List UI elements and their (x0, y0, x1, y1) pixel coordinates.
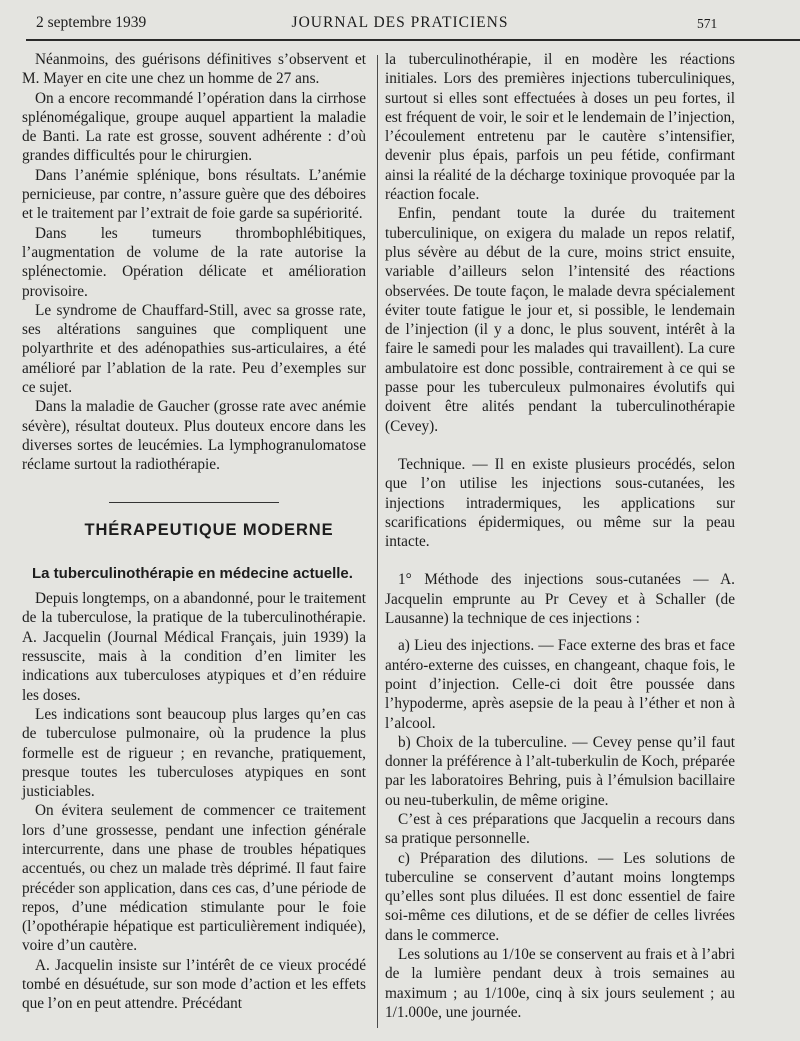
paragraph: Dans les tumeurs thrombophlébitiques, l’augmentation de volume de la rate autorise la splénectomie. Opération délicate et amélioration provisoire. (22, 224, 366, 300)
paragraph: Le syndrome de Chauffard-Still, avec sa grosse rate, ses altérations sanguines que compliquent une polyarthrite et des adénopathies sus-articulaires, a été amélioré par l’ablation de la rate. Peu d’exemples sur ce sujet. (22, 301, 366, 397)
paragraph: A. Jacquelin insiste sur l’intérêt de ce vieux procédé tombé en désuétude, sur son mode d’action et les effets que l’on en peut attendre. Précédant (22, 956, 366, 1013)
paragraph: c) Préparation des dilutions. — Les solutions de tuberculine se conservent d’autant moins longtemps qu’elles sont plus diluées. Il est donc essentiel de faire soi-même ces dilutions, et de se défier de celles livrées dans le commerce. (385, 849, 735, 944)
paragraph: b) Choix de la tuberculine. — Cevey pense qu’il faut donner la préférence à l’alt-tuberkulin de Koch, préparée par les laboratoires Behring, puis à l’émulsion bacillaire ou neu-tuberkulin, de même origine. (385, 733, 735, 809)
right-column (385, 50, 735, 1022)
page-header (0, 14, 800, 38)
paragraph: Les solutions au 1/10e se conservent au frais et à l’abri de la lumière pendant deux à trois semaines au maximum ; au 1/100e, cinq à six jours seulement ; au 1/1.000e, une journée. (385, 946, 735, 1021)
method-heading: 1° Méthode des injections sous-cutanées — A. Jacquelin emprunte au Pr Cevey et à Schaller (de Lausanne) la technique de ces injections : (385, 571, 735, 628)
issue-date: 2 septembre 1939 (36, 14, 147, 31)
paragraph: Dans la maladie de Gaucher (grosse rate avec anémie sévère), résultat douteux. Plus douteux encore dans les diverses sortes de leucémies. La lymphogranulomatose réclame surtout la radiothérapie. (22, 398, 366, 474)
section-title: THÉRAPEUTIQUE MODERNE (84, 520, 334, 539)
paragraph: On évitera seulement de commencer ce traitement lors d’une grossesse, pendant une infection générale intercurrente, dans une phase de troubles hépatiques accentués, ou chez un malade très déprimé. Il faut faire précéder son application, dans ces cas, d’une période de repos, d’une médication stimulante pour le foie (l’opothérapie hépatique est particulièrement indiquée), voire d’un cautère. (22, 802, 366, 955)
paragraph: Enfin, pendant toute la durée du traitement tuberculinique, on exigera du malade un repos relatif, plus sévère au début de la cure, moins strict ensuite, variable d’ailleurs selon l’intensité des réactions observées. De toute façon, le malade devra spécialement éviter toute fatigue le jour et, si possible, le lendemain de l’injection (il y a donc, le plus souvent, intérêt à la faire le samedi pour les malades qui travaillent). La cure ambulatoire est donc possible, contrairement à ce qui se passe pour les tuberculeux pulmonaires évolutifs qui doivent être alités pendant la tuberculinothérapie (Cevey). (385, 205, 735, 435)
header-rule (26, 39, 800, 41)
paragraph: Les indications sont beaucoup plus larges qu’en cas de tuberculose pulmonaire, où la prudence la plus formelle est de rigueur ; en revanche, pratiquement, presque toutes les tuberculoses atypiques en sont justiciables. (22, 705, 366, 801)
paragraph: On a encore recommandé l’opération dans la cirrhose splénomégalique, groupe auquel appartient la maladie de Banti. La rate est grosse, souvent adhérente : d’où grandes difficultés pour le chirurgien. (22, 89, 366, 165)
column-divider (377, 55, 378, 1028)
paragraph: a) Lieu des injections. — Face externe des bras et face antéro-externe des cuisses, en changeant, chaque fois, le point d’injection. Celle-ci doit être poussée dans l’hypoderme, après asepsie de la peau à l’éther et non à l’alcool. (385, 637, 735, 732)
page-number: 571 (697, 16, 718, 31)
journal-title: JOURNAL DES PRATICIENS (291, 14, 509, 31)
paragraph: Dans l’anémie splénique, bons résultats. L’anémie pernicieuse, par contre, n’assure guère que des déboires et le traitement par l’extrait de foie garde sa supériorité. (22, 166, 366, 223)
left-column (22, 50, 366, 1014)
paragraph: Néanmoins, des guérisons définitives s’observent et M. Mayer en cite une chez un homme de 27 ans. (22, 51, 366, 88)
article-title: La tuberculinothérapie en médecine actuelle. (32, 564, 353, 582)
technique-paragraph: Technique. — Il en existe plusieurs procédés, selon que l’on utilise les injections sous-cutanées, les injections intradermiques, les applications sur scarifications épidermiques, ou même sur la peau intacte. (385, 455, 735, 551)
paragraph: Depuis longtemps, on a abandonné, pour le traitement de la tuberculose, la pratique de la tuberculinothérapie. A. Jacquelin (Journal Médical Français, juin 1939) la ressuscite, mais à la condition d’en limiter les indications aux tuberculoses atypiques et d’en réduire les doses. (22, 590, 366, 704)
paragraph: la tuberculinothérapie, il en modère les réactions initiales. Lors des premières injections tuberculiniques, surtout si elles sont effectuées à doses un peu fortes, il est fréquent de voir, le soir et le lendemain de l’injection, l’écoulement entretenu par le cautère s’intensifier, devenir plus épais, parfois un peu fétide, confirmant ainsi la réalité de la décharge toxinique provoquée par la réaction focale. (385, 51, 735, 204)
paragraph: C’est à ces préparations que Jacquelin a recours dans sa pratique personnelle. (385, 810, 735, 848)
section-divider (109, 502, 279, 503)
